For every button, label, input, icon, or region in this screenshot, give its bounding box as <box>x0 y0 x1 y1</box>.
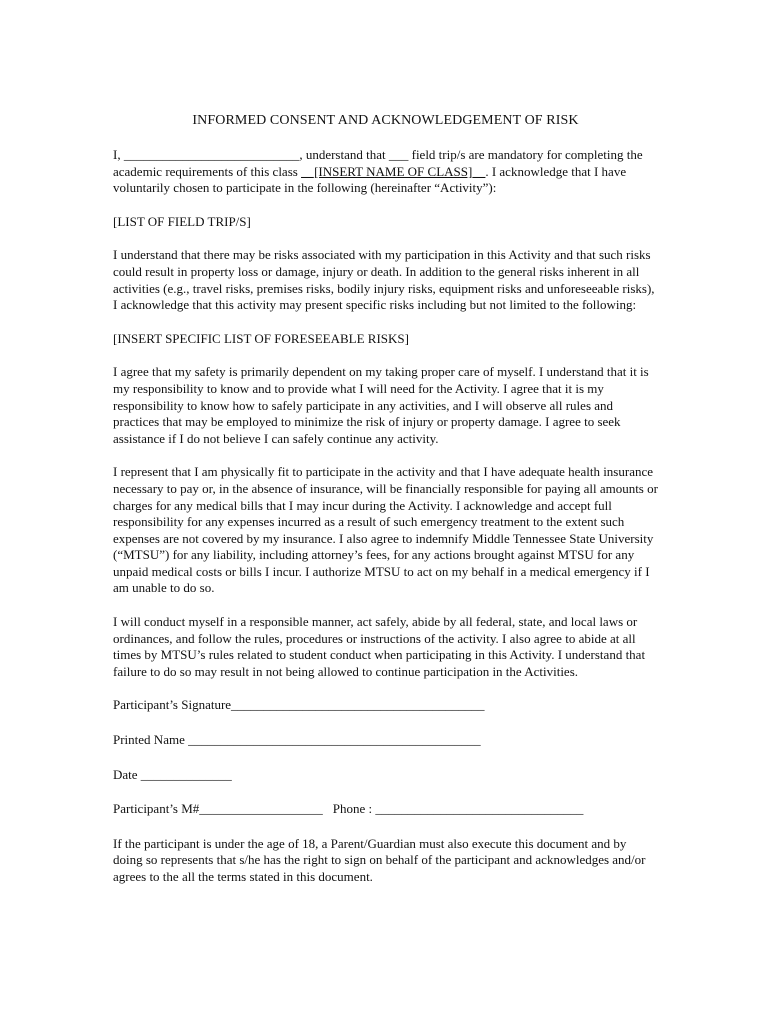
intro-text-part1: I, ___________________________, understand that ___ field trip/s are mandatory for completing the academic requirements of this class <box>113 147 643 179</box>
printed-name-field[interactable]: Printed Name _____________________________________________ <box>113 732 481 748</box>
safety-paragraph: I agree that my safety is primarily dependent on my taking proper care of myself. I understand that it is my responsibility to know and to provide what I will need for the Activity. I agree that it is my responsibility to know how to safely participate in any activities, and I will observe all rules and practices that may be employed to minimize the risk of injury or property damage. I agree to seek assistance if I do not believe I can safely continue any activity. <box>113 364 649 446</box>
conduct-paragraph: I will conduct myself in a responsible manner, act safely, abide by all federal, state, and local laws or ordinances, and follow the rules, procedures or instructions of the activity. I also agree to abide at all times by MTSU’s rules related to student conduct when participating in this Activity. I understand that failure to do so may result in not being allowed to continue participation in the Activities. <box>113 614 646 679</box>
intro-text-part2: . I acknowledge that I have voluntarily chosen to participate in the following (hereinafter “Activity”): <box>113 163 627 196</box>
specific-risks-placeholder: [INSERT SPECIFIC LIST OF FORESEEABLE RISKS] <box>113 330 409 346</box>
minor-paragraph: If the participant is under the age of 18, a Parent/Guardian must also execute this document and by doing so represents that s/he has the right to sign on behalf of the participant and acknowledges and/or agrees to the all the terms stated in this document. <box>113 835 646 884</box>
m-number-field[interactable]: Participant’s M#___________________ <box>113 801 323 817</box>
risks-paragraph: I understand that there may be risks associated with my participation in this Activity and that such risks could result in property loss or damage, injury or death. In addition to the general risks inherent in all activities (e.g., travel risks, premises risks, bodily injury risks, equipment risks and unforeseeable risks), I acknowledge that this activity may present specific risks including but not limited to the following: <box>113 247 655 313</box>
health-paragraph: I represent that I am physically fit to participate in the activity and that I have adequate health insurance necessary to pay or, in the absence of insurance, will be financially responsible for paying all amounts or charges for any medical bills that I may incur during the Activity. I acknowledge and accept full responsibility for any expenses incurred as a result of such emergency treatment to the extent such expenses are not covered by my insurance. I also agree to indemnify Middle Tennessee State University (“MTSU”) for any liability, including attorney’s fees, for any actions brought against MTSU for any unpaid medical costs or bills I incur. I authorize MTSU to act on my behalf in a medical emergency if I am unable to do so. <box>113 464 658 596</box>
phone-field[interactable]: Phone : ________________________________ <box>332 801 584 817</box>
field-trips-placeholder: [LIST OF FIELD TRIP/S] <box>113 213 251 229</box>
document-body <box>113 112 658 903</box>
date-field[interactable]: Date ______________ <box>113 766 232 782</box>
intro-paragraph <box>113 147 658 197</box>
id-phone-row <box>113 801 658 818</box>
class-name-placeholder: __[INSERT NAME OF CLASS]__ <box>301 163 486 179</box>
signature-field[interactable]: Participant’s Signature_______________________________________ <box>113 697 485 713</box>
document-title: INFORMED CONSENT AND ACKNOWLEDGEMENT OF RISK <box>192 113 579 128</box>
